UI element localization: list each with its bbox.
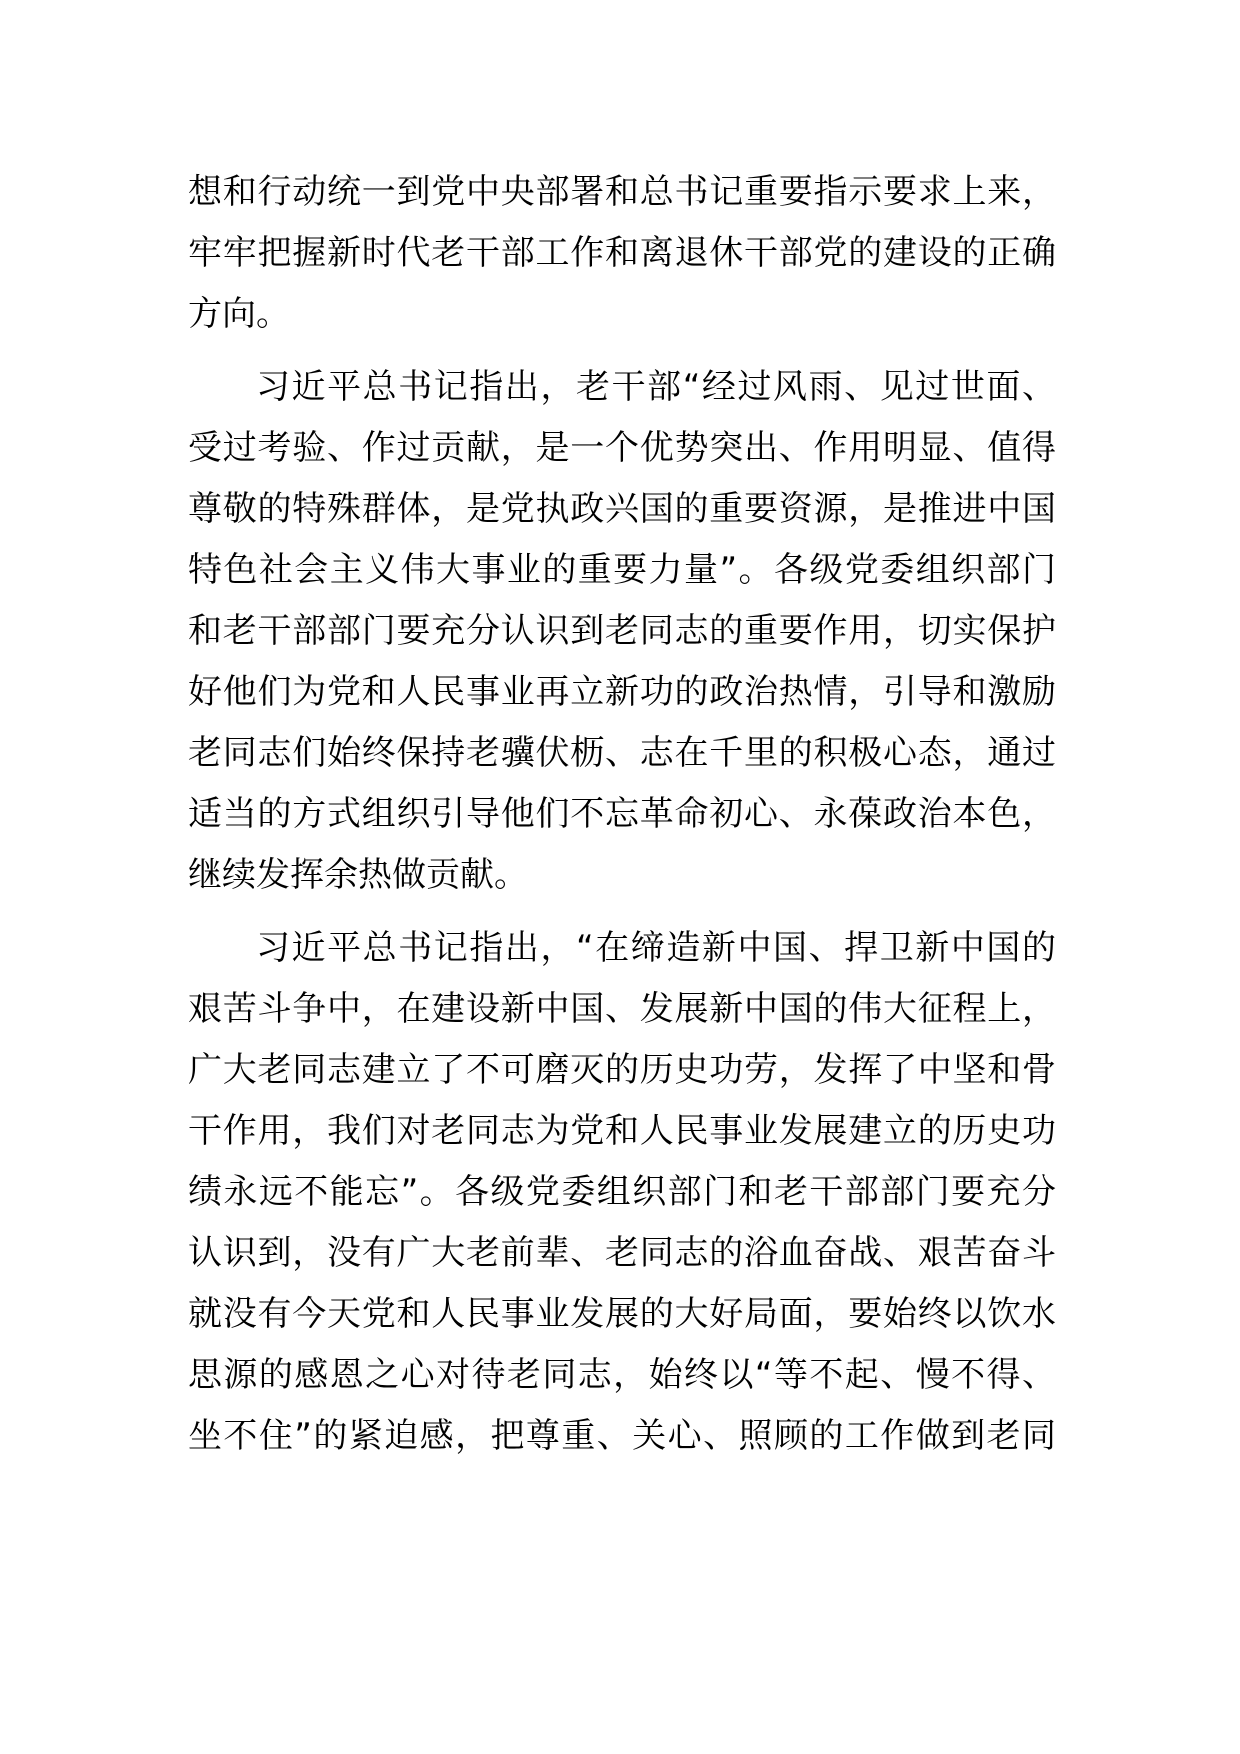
text-line: 思源的感恩之心对待老同志，始终以“等不起、慢不得、 [188,1355,1056,1395]
text-line: 就没有今天党和人民事业发展的大好局面，要始终以饮水 [188,1294,1056,1334]
paragraph-1 [188,162,1056,345]
text-line: 继续发挥余热做贡献。 [188,855,528,895]
body-text [188,162,1056,1479]
text-line: 广大老同志建立了不可磨灭的历史功劳，发挥了中坚和骨 [188,1050,1056,1090]
text-line: 坐不住”的紧迫感，把尊重、关心、照顾的工作做到老同 [188,1416,1056,1456]
text-line: 老同志们始终保持老骥伏枥、志在千里的积极心态，通过 [188,733,1056,773]
text-line: 习近平总书记指出，老干部“经过风雨、见过世面、 [256,367,1056,407]
paragraph-2 [188,357,1056,906]
text-line: 习近平总书记指出，“在缔造新中国、捍卫新中国的 [256,928,1056,968]
text-line: 认识到，没有广大老前辈、老同志的浴血奋战、艰苦奋斗 [188,1233,1056,1273]
text-line: 好他们为党和人民事业再立新功的政治热情，引导和激励 [188,672,1056,712]
text-line: 和老干部部门要充分认识到老同志的重要作用，切实保护 [188,611,1056,651]
text-line: 受过考验、作过贡献，是一个优势突出、作用明显、值得 [188,428,1056,468]
text-line: 尊敬的特殊群体，是党执政兴国的重要资源，是推进中国 [188,489,1056,529]
text-line: 特色社会主义伟大事业的重要力量”。各级党委组织部门 [188,550,1056,590]
text-line: 干作用，我们对老同志为党和人民事业发展建立的历史功 [188,1111,1056,1151]
text-line: 牢牢把握新时代老干部工作和离退休干部党的建设的正确 [188,233,1056,273]
text-line: 适当的方式组织引导他们不忘革命初心、永葆政治本色， [188,794,1056,834]
paragraph-3 [188,918,1056,1467]
text-line: 艰苦斗争中，在建设新中国、发展新中国的伟大征程上， [188,989,1056,1029]
text-line: 想和行动统一到党中央部署和总书记重要指示要求上来， [188,172,1056,212]
text-line: 绩永远不能忘”。各级党委组织部门和老干部部门要充分 [188,1172,1056,1212]
text-line: 方向。 [188,294,290,334]
